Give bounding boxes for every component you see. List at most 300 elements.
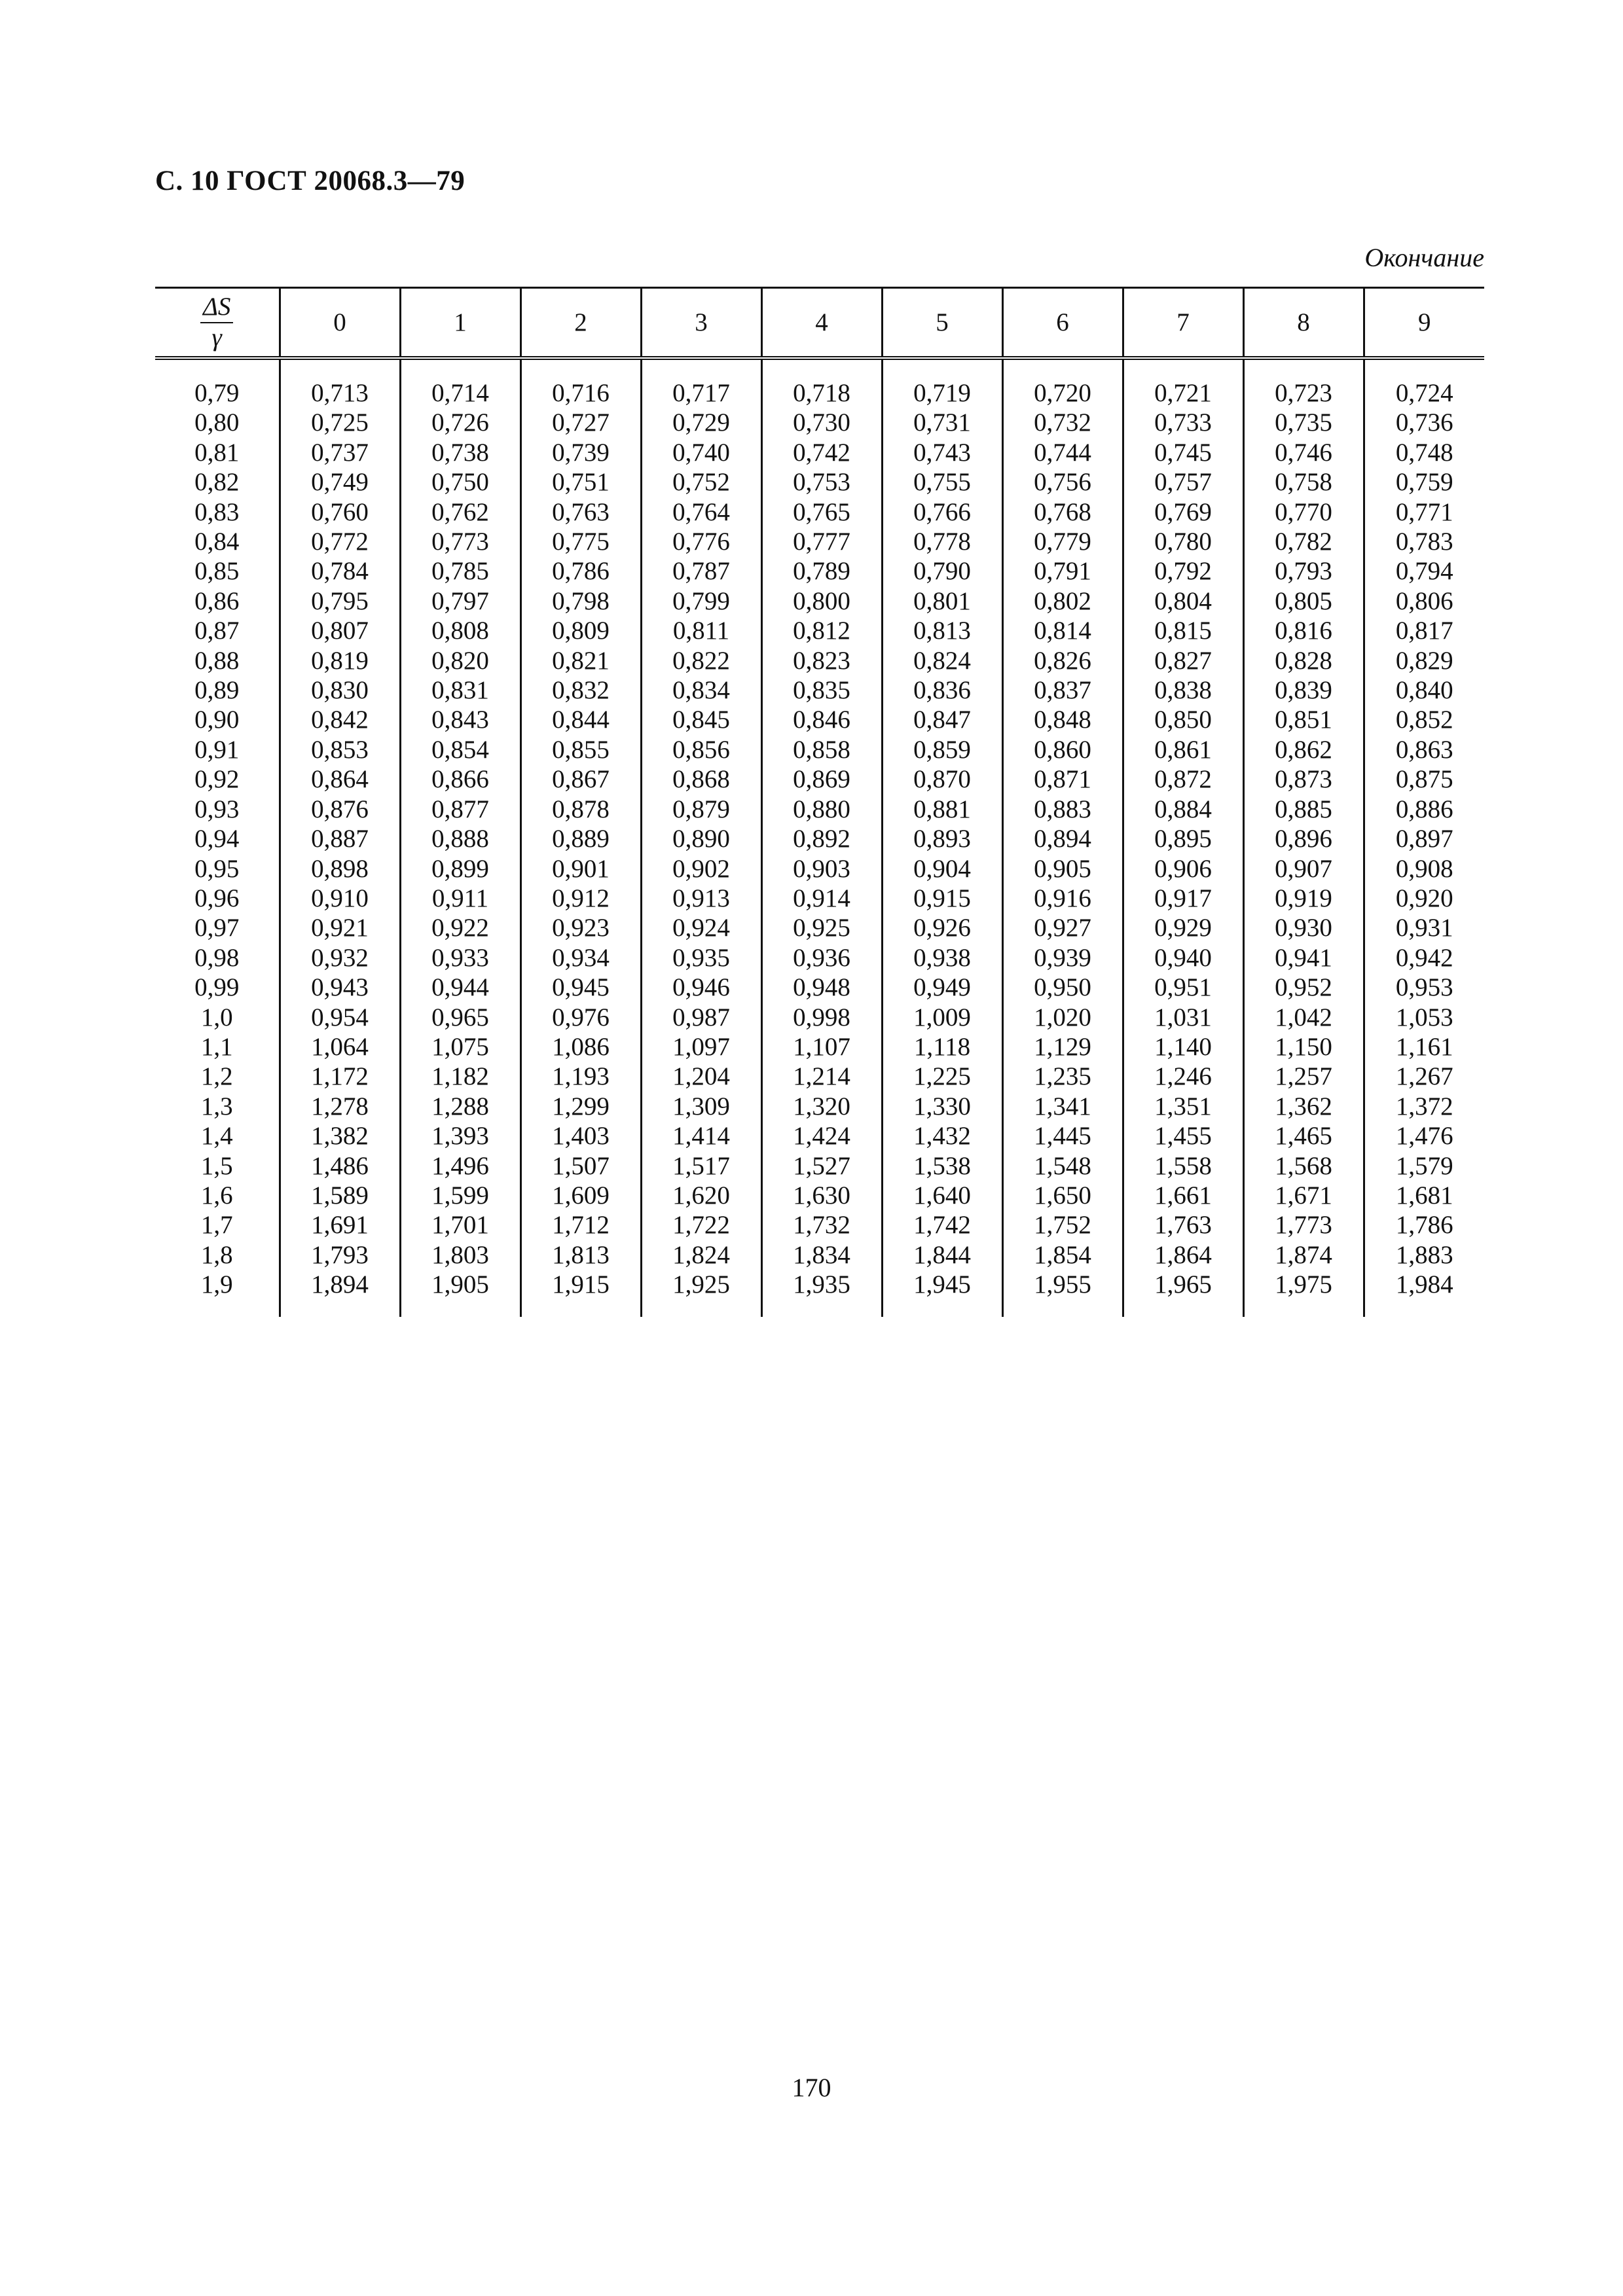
- table-cell: 1,763: [1123, 1210, 1243, 1240]
- table-cell: 0,917: [1123, 884, 1243, 913]
- table-cell: 1,086: [520, 1032, 641, 1062]
- table-cell: 0,926: [882, 913, 1002, 942]
- table-cell: 1,752: [1002, 1210, 1123, 1240]
- table-cell: 0,717: [641, 358, 761, 408]
- row-label: 0,83: [194, 497, 240, 526]
- table-cell: 1,803: [400, 1240, 520, 1270]
- table-cell: 0,735: [1243, 408, 1364, 437]
- row-label: 0,84: [194, 528, 240, 556]
- row-label: 1,5: [200, 1151, 233, 1180]
- table-cell: 1,140: [1123, 1032, 1243, 1062]
- table-cell: 0,800: [761, 586, 882, 616]
- table-cell: 1,362: [1243, 1092, 1364, 1121]
- table-cell: 0,897: [1364, 824, 1484, 853]
- table-cell: 0,789: [761, 556, 882, 586]
- row-label: 0,86: [194, 586, 240, 615]
- table-cell: 0,894: [1002, 824, 1123, 853]
- table-cell: 0,856: [641, 735, 761, 764]
- table-cell: 1,372: [1364, 1092, 1484, 1121]
- table-cell: 0,812: [761, 616, 882, 645]
- table-cell: 0,758: [1243, 467, 1364, 497]
- table-cell: 0,786: [520, 556, 641, 586]
- table-row: [155, 764, 1484, 794]
- table-cell: 0,916: [1002, 884, 1123, 913]
- table-cell: 1,864: [1123, 1240, 1243, 1270]
- table-cell: 1,773: [1243, 1210, 1364, 1240]
- table-cell: 0,834: [641, 675, 761, 705]
- table-cell: 1,246: [1123, 1062, 1243, 1091]
- table-cell: 0,724: [1364, 358, 1484, 408]
- table-cell: 1,193: [520, 1062, 641, 1091]
- table-cell: 0,848: [1002, 705, 1123, 734]
- table-cell: 0,836: [882, 675, 1002, 705]
- table-cell: 0,976: [520, 1003, 641, 1032]
- table-cell: 1,609: [520, 1181, 641, 1210]
- table-cell: 1,984: [1364, 1270, 1484, 1316]
- table-cell: 0,750: [400, 467, 520, 497]
- table-cell: 1,925: [641, 1270, 761, 1316]
- table-cell: 0,777: [761, 527, 882, 556]
- table-cell: 0,931: [1364, 913, 1484, 942]
- table-cell: 0,791: [1002, 556, 1123, 586]
- table-cell: 1,538: [882, 1151, 1002, 1181]
- table-cell: 0,921: [280, 913, 400, 942]
- table-row: [155, 1032, 1484, 1062]
- table-cell: 1,579: [1364, 1151, 1484, 1181]
- table-row: [155, 586, 1484, 616]
- table-row: [155, 824, 1484, 853]
- table-cell: 1,915: [520, 1270, 641, 1316]
- table-cell: 0,738: [400, 438, 520, 467]
- table-cell: 0,906: [1123, 854, 1243, 884]
- table-cell: 0,729: [641, 408, 761, 437]
- table-cell: 1,742: [882, 1210, 1002, 1240]
- table-cell: 0,866: [400, 764, 520, 794]
- table-cell: 0,871: [1002, 764, 1123, 794]
- table-cell: 1,955: [1002, 1270, 1123, 1316]
- column-header: 4: [761, 288, 882, 359]
- row-label: 0,94: [194, 825, 240, 853]
- table-cell: 1,701: [400, 1210, 520, 1240]
- table-cell: 1,097: [641, 1032, 761, 1062]
- table-cell: 0,740: [641, 438, 761, 467]
- table-cell: 0,762: [400, 497, 520, 527]
- table-cell: 1,107: [761, 1032, 882, 1062]
- table-cell: 0,939: [1002, 943, 1123, 973]
- row-label: 1,4: [200, 1122, 233, 1151]
- table-cell: 1,793: [280, 1240, 400, 1270]
- table-cell: 1,309: [641, 1092, 761, 1121]
- table-cell: 0,727: [520, 408, 641, 437]
- row-label: 1,1: [200, 1032, 233, 1061]
- table-cell: 0,779: [1002, 527, 1123, 556]
- table-row: [155, 854, 1484, 884]
- table-cell: 0,725: [280, 408, 400, 437]
- table-cell: 0,855: [520, 735, 641, 764]
- table-cell: 0,772: [280, 527, 400, 556]
- table-cell: 0,806: [1364, 586, 1484, 616]
- table-cell: 0,801: [882, 586, 1002, 616]
- table-cell: 1,455: [1123, 1121, 1243, 1151]
- row-label: 1,0: [200, 1003, 233, 1031]
- row-label: 0,93: [194, 795, 240, 823]
- table-row: [155, 646, 1484, 675]
- table-cell: 1,813: [520, 1240, 641, 1270]
- table-cell: 0,830: [280, 675, 400, 705]
- row-label: 0,88: [194, 646, 240, 675]
- table-cell: 0,904: [882, 854, 1002, 884]
- table-cell: 1,118: [882, 1032, 1002, 1062]
- row-label: 0,91: [194, 735, 240, 764]
- table-cell: 0,755: [882, 467, 1002, 497]
- row-label: 1,7: [200, 1211, 233, 1240]
- table-cell: 0,764: [641, 497, 761, 527]
- table-cell: 1,589: [280, 1181, 400, 1210]
- table-cell: 0,732: [1002, 408, 1123, 437]
- column-header: 7: [1123, 288, 1243, 359]
- table-cell: 0,793: [1243, 556, 1364, 586]
- table-cell: 1,507: [520, 1151, 641, 1181]
- table-cell: 0,861: [1123, 735, 1243, 764]
- table-cell: 0,716: [520, 358, 641, 408]
- table-cell: 0,898: [280, 854, 400, 884]
- table-row: [155, 616, 1484, 645]
- table-cell: 0,892: [761, 824, 882, 853]
- table-row: [155, 795, 1484, 824]
- table-cell: 0,844: [520, 705, 641, 734]
- table-cell: 0,893: [882, 824, 1002, 853]
- table-row: [155, 1151, 1484, 1181]
- table-cell: 1,432: [882, 1121, 1002, 1151]
- table-cell: 0,828: [1243, 646, 1364, 675]
- table-cell: 1,486: [280, 1151, 400, 1181]
- table-cell: 0,875: [1364, 764, 1484, 794]
- table-cell: 0,720: [1002, 358, 1123, 408]
- table-cell: 0,792: [1123, 556, 1243, 586]
- table-cell: 0,759: [1364, 467, 1484, 497]
- table-cell: 0,757: [1123, 467, 1243, 497]
- row-label: 0,87: [194, 617, 240, 645]
- table-row: [155, 497, 1484, 527]
- table-cell: 1,129: [1002, 1032, 1123, 1062]
- table-cell: 0,714: [400, 358, 520, 408]
- table-row: [155, 735, 1484, 764]
- table-cell: 1,235: [1002, 1062, 1123, 1091]
- table-cell: 0,853: [280, 735, 400, 764]
- table-cell: 1,945: [882, 1270, 1002, 1316]
- table-cell: 0,808: [400, 616, 520, 645]
- table-cell: 0,743: [882, 438, 1002, 467]
- table-cell: 0,756: [1002, 467, 1123, 497]
- data-table: [155, 287, 1484, 1317]
- table-body: [155, 358, 1484, 1317]
- page-number: 170: [792, 2073, 831, 2102]
- table-cell: 0,862: [1243, 735, 1364, 764]
- table-cell: 0,951: [1123, 973, 1243, 1002]
- table-cell: 0,802: [1002, 586, 1123, 616]
- corner-top-label: ΔS: [200, 293, 233, 323]
- table-row: [155, 943, 1484, 973]
- table-cell: 0,876: [280, 795, 400, 824]
- row-label: 0,80: [194, 408, 240, 437]
- table-cell: 0,733: [1123, 408, 1243, 437]
- table-cell: 1,182: [400, 1062, 520, 1091]
- table-cell: 0,932: [280, 943, 400, 973]
- column-header: 9: [1364, 288, 1484, 359]
- table-cell: 0,953: [1364, 973, 1484, 1002]
- row-label: 1,6: [200, 1181, 233, 1210]
- table-cell: 0,943: [280, 973, 400, 1002]
- table-cell: 1,414: [641, 1121, 761, 1151]
- table-cell: 0,946: [641, 973, 761, 1002]
- table-cell: 0,888: [400, 824, 520, 853]
- table-cell: 0,769: [1123, 497, 1243, 527]
- table-cell: 0,826: [1002, 646, 1123, 675]
- table-row: [155, 973, 1484, 1002]
- table-cell: 1,204: [641, 1062, 761, 1091]
- table-cell: 0,987: [641, 1003, 761, 1032]
- table-cell: 0,749: [280, 467, 400, 497]
- table-cell: 0,780: [1123, 527, 1243, 556]
- table-cell: 0,813: [882, 616, 1002, 645]
- table-cell: 0,763: [520, 497, 641, 527]
- table-cell: 0,950: [1002, 973, 1123, 1002]
- column-header: 1: [400, 288, 520, 359]
- column-header: 5: [882, 288, 1002, 359]
- table-cell: 0,713: [280, 358, 400, 408]
- table-row: [155, 438, 1484, 467]
- table-cell: 1,568: [1243, 1151, 1364, 1181]
- table-cell: 0,752: [641, 467, 761, 497]
- table-cell: 0,863: [1364, 735, 1484, 764]
- corner-bottom-label: γ: [211, 323, 222, 351]
- table-cell: 1,640: [882, 1181, 1002, 1210]
- row-label: 0,85: [194, 557, 240, 586]
- table-cell: 0,765: [761, 497, 882, 527]
- table-cell: 0,920: [1364, 884, 1484, 913]
- table-cell: 0,832: [520, 675, 641, 705]
- table-cell: 0,908: [1364, 854, 1484, 884]
- corner-cell: [155, 288, 280, 359]
- table-cell: 1,225: [882, 1062, 1002, 1091]
- table-cell: 0,854: [400, 735, 520, 764]
- table-cell: 0,913: [641, 884, 761, 913]
- table-cell: 1,722: [641, 1210, 761, 1240]
- table-cell: 1,527: [761, 1151, 882, 1181]
- table-cell: 1,064: [280, 1032, 400, 1062]
- table-cell: 0,794: [1364, 556, 1484, 586]
- table-cell: 0,896: [1243, 824, 1364, 853]
- table-cell: 0,829: [1364, 646, 1484, 675]
- column-header: 2: [520, 288, 641, 359]
- table-row: [155, 1270, 1484, 1316]
- row-label: 0,89: [194, 676, 240, 705]
- table-cell: 0,822: [641, 646, 761, 675]
- table-cell: 1,214: [761, 1062, 882, 1091]
- table-cell: 1,320: [761, 1092, 882, 1121]
- table-cell: 0,930: [1243, 913, 1364, 942]
- table-cell: 1,288: [400, 1092, 520, 1121]
- table-cell: 0,815: [1123, 616, 1243, 645]
- table-row: [155, 913, 1484, 942]
- table-cell: 0,744: [1002, 438, 1123, 467]
- table-cell: 0,840: [1364, 675, 1484, 705]
- table-cell: 0,783: [1364, 527, 1484, 556]
- table-cell: 0,948: [761, 973, 882, 1002]
- page-header: С. 10 ГОСТ 20068.3—79: [155, 166, 465, 196]
- table-cell: 0,883: [1002, 795, 1123, 824]
- table-cell: 1,894: [280, 1270, 400, 1316]
- table-cell: 0,851: [1243, 705, 1364, 734]
- table-cell: 0,778: [882, 527, 1002, 556]
- table-row: [155, 408, 1484, 437]
- table-cell: 0,819: [280, 646, 400, 675]
- table-cell: 0,739: [520, 438, 641, 467]
- table-cell: 0,811: [641, 616, 761, 645]
- table-cell: 1,671: [1243, 1181, 1364, 1210]
- table-cell: 0,835: [761, 675, 882, 705]
- row-label: 0,97: [194, 914, 240, 942]
- table-row: [155, 527, 1484, 556]
- table-cell: 1,548: [1002, 1151, 1123, 1181]
- table-cell: 0,824: [882, 646, 1002, 675]
- table-cell: 1,630: [761, 1181, 882, 1210]
- table-cell: 1,150: [1243, 1032, 1364, 1062]
- table-cell: 1,874: [1243, 1240, 1364, 1270]
- table-cell: 1,341: [1002, 1092, 1123, 1121]
- table-cell: 0,864: [280, 764, 400, 794]
- column-header: 3: [641, 288, 761, 359]
- table-cell: 0,907: [1243, 854, 1364, 884]
- table-cell: 0,751: [520, 467, 641, 497]
- table-cell: 0,889: [520, 824, 641, 853]
- table-cell: 1,330: [882, 1092, 1002, 1121]
- table-cell: 0,850: [1123, 705, 1243, 734]
- table-cell: 0,922: [400, 913, 520, 942]
- table-cell: 0,776: [641, 527, 761, 556]
- table-cell: 0,905: [1002, 854, 1123, 884]
- table-cell: 0,809: [520, 616, 641, 645]
- table-cell: 1,299: [520, 1092, 641, 1121]
- table-cell: 0,842: [280, 705, 400, 734]
- table-cell: 0,885: [1243, 795, 1364, 824]
- table-cell: 0,901: [520, 854, 641, 884]
- table-cell: 1,935: [761, 1270, 882, 1316]
- table-cell: 0,880: [761, 795, 882, 824]
- table-cell: 0,998: [761, 1003, 882, 1032]
- table-cell: 0,766: [882, 497, 1002, 527]
- table-cell: 1,393: [400, 1121, 520, 1151]
- table-cell: 0,723: [1243, 358, 1364, 408]
- table-cell: 1,558: [1123, 1151, 1243, 1181]
- table-cell: 1,824: [641, 1240, 761, 1270]
- table-row: [155, 1181, 1484, 1210]
- table-cell: 0,870: [882, 764, 1002, 794]
- table-cell: 0,933: [400, 943, 520, 973]
- table-cell: 0,935: [641, 943, 761, 973]
- table-row: [155, 1062, 1484, 1091]
- table-cell: 0,919: [1243, 884, 1364, 913]
- table-cell: 0,929: [1123, 913, 1243, 942]
- table-cell: 0,879: [641, 795, 761, 824]
- table-cell: 0,838: [1123, 675, 1243, 705]
- table-cell: 0,831: [400, 675, 520, 705]
- table-cell: 0,877: [400, 795, 520, 824]
- table-cell: 0,784: [280, 556, 400, 586]
- table-cell: 0,846: [761, 705, 882, 734]
- table-cell: 0,940: [1123, 943, 1243, 973]
- table-cell: 1,786: [1364, 1210, 1484, 1240]
- table-cell: 0,938: [882, 943, 1002, 973]
- table-cell: 1,691: [280, 1210, 400, 1240]
- row-label: 1,9: [200, 1270, 233, 1299]
- table-cell: 0,949: [882, 973, 1002, 1002]
- table-cell: 0,768: [1002, 497, 1123, 527]
- row-label: 0,82: [194, 468, 240, 497]
- table-cell: 0,886: [1364, 795, 1484, 824]
- table-cell: 0,873: [1243, 764, 1364, 794]
- table-cell: 0,730: [761, 408, 882, 437]
- row-label: 0,81: [194, 438, 240, 467]
- table-cell: 0,817: [1364, 616, 1484, 645]
- table-cell: 0,952: [1243, 973, 1364, 1002]
- table-cell: 0,845: [641, 705, 761, 734]
- table-cell: 1,681: [1364, 1181, 1484, 1210]
- table-cell: 0,912: [520, 884, 641, 913]
- table-cell: 1,020: [1002, 1003, 1123, 1032]
- table-cell: 0,782: [1243, 527, 1364, 556]
- table-cell: 0,859: [882, 735, 1002, 764]
- table-cell: 1,517: [641, 1151, 761, 1181]
- table-cell: 0,827: [1123, 646, 1243, 675]
- table-cell: 1,965: [1123, 1270, 1243, 1316]
- table-cell: 0,773: [400, 527, 520, 556]
- table-cell: 0,895: [1123, 824, 1243, 853]
- table-cell: 0,721: [1123, 358, 1243, 408]
- table-cell: 0,799: [641, 586, 761, 616]
- table-cell: 1,351: [1123, 1092, 1243, 1121]
- table-cell: 1,075: [400, 1032, 520, 1062]
- table-cell: 0,954: [280, 1003, 400, 1032]
- table-cell: 1,883: [1364, 1240, 1484, 1270]
- table-cell: 1,382: [280, 1121, 400, 1151]
- table-cell: 1,424: [761, 1121, 882, 1151]
- row-label: 0,98: [194, 943, 240, 972]
- table-cell: 0,843: [400, 705, 520, 734]
- table-cell: 1,496: [400, 1151, 520, 1181]
- table-cell: 1,661: [1123, 1181, 1243, 1210]
- table-cell: 1,905: [400, 1270, 520, 1316]
- table-cell: 0,753: [761, 467, 882, 497]
- table-header-row: [155, 288, 1484, 359]
- table-cell: 0,899: [400, 854, 520, 884]
- table-cell: 1,476: [1364, 1121, 1484, 1151]
- table-cell: 0,795: [280, 586, 400, 616]
- table-cell: 1,009: [882, 1003, 1002, 1032]
- table-cell: 0,797: [400, 586, 520, 616]
- table-cell: 0,775: [520, 527, 641, 556]
- table-cell: 1,732: [761, 1210, 882, 1240]
- table-cell: 1,267: [1364, 1062, 1484, 1091]
- table-cell: 0,910: [280, 884, 400, 913]
- table-cell: 1,650: [1002, 1181, 1123, 1210]
- row-label: 1,3: [200, 1092, 233, 1121]
- table-row: [155, 467, 1484, 497]
- table-cell: 0,804: [1123, 586, 1243, 616]
- table-cell: 0,814: [1002, 616, 1123, 645]
- row-label: 0,99: [194, 973, 240, 1002]
- table-cell: 0,736: [1364, 408, 1484, 437]
